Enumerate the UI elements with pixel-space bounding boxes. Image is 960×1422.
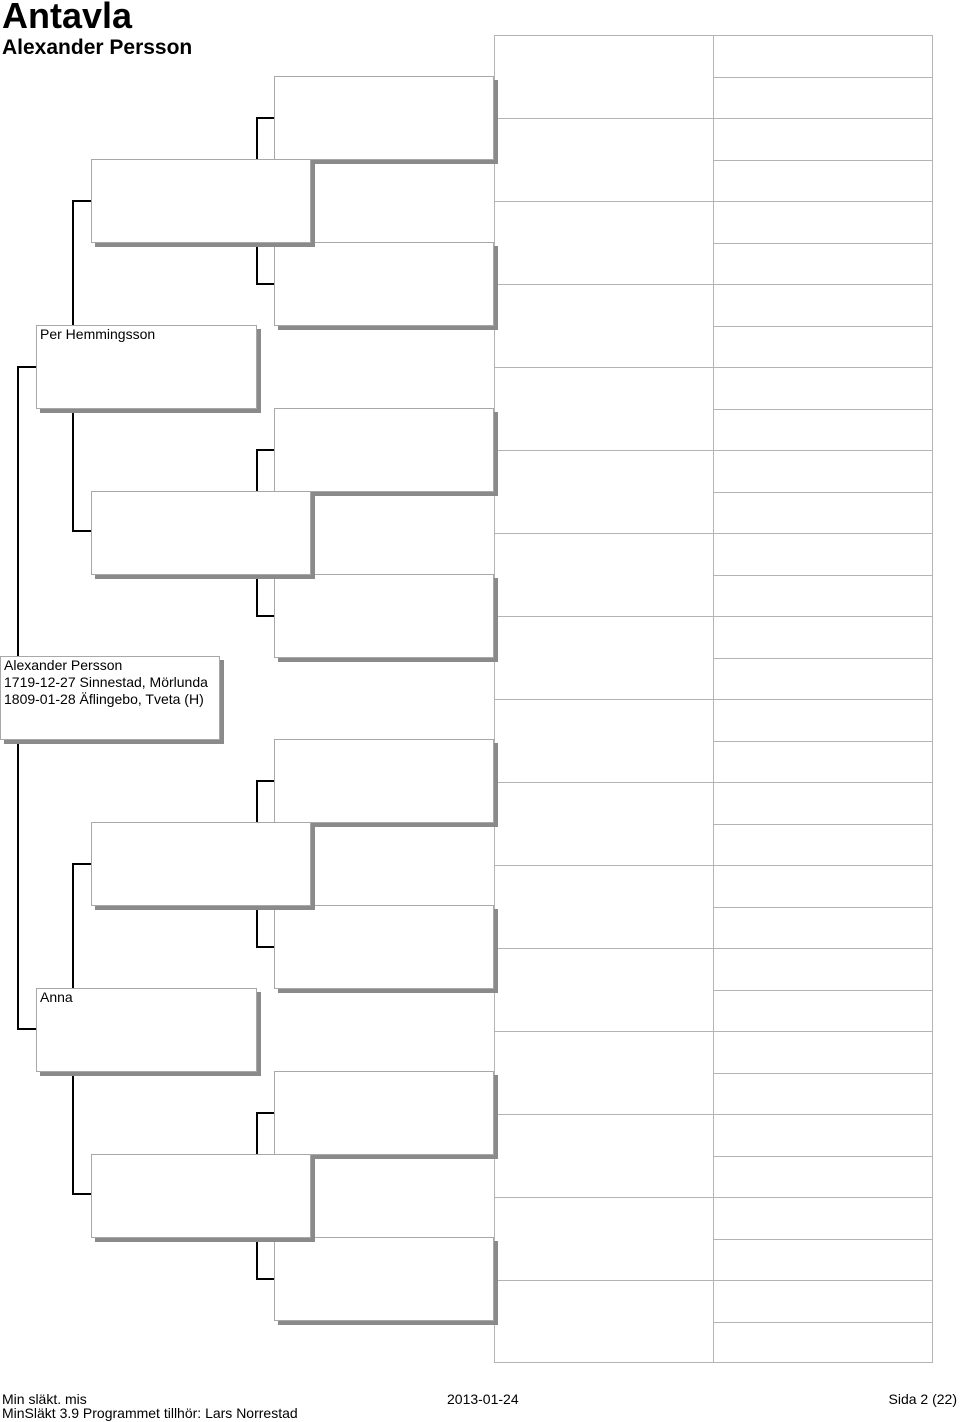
ancestor-cell[interactable]	[713, 533, 933, 576]
father-box[interactable]	[36, 325, 257, 409]
ancestor-cell[interactable]	[713, 326, 933, 369]
grandparent-box[interactable]	[91, 491, 311, 575]
ancestor-cell[interactable]	[494, 782, 714, 866]
father-name: Per Hemmingsson	[40, 326, 156, 342]
root-person-died: 1809-01-28 Äflingebo, Tveta (H)	[4, 691, 204, 707]
great-grandparent-box[interactable]	[274, 242, 494, 326]
ancestor-cell[interactable]	[713, 284, 933, 327]
ancestor-cell[interactable]	[494, 284, 714, 368]
ancestor-cell[interactable]	[713, 824, 933, 867]
ancestor-cell[interactable]	[494, 367, 714, 451]
footer-date: 2013-01-24	[447, 1391, 519, 1407]
mother-box[interactable]	[36, 988, 257, 1072]
ancestor-cell[interactable]	[713, 907, 933, 950]
great-grandparent-box[interactable]	[274, 1071, 494, 1155]
ancestor-cell[interactable]	[713, 367, 933, 410]
root-person-born: 1719-12-27 Sinnestad, Mörlunda	[4, 674, 208, 690]
great-grandparent-box[interactable]	[274, 574, 494, 658]
ancestor-cell[interactable]	[713, 990, 933, 1033]
ancestor-cell[interactable]	[713, 658, 933, 701]
ancestor-cell[interactable]	[713, 160, 933, 203]
ancestor-cell[interactable]	[713, 1197, 933, 1240]
ancestor-cell[interactable]	[713, 1280, 933, 1323]
great-grandparent-box[interactable]	[274, 1237, 494, 1321]
ancestor-cell[interactable]	[494, 1280, 714, 1363]
ancestor-cell[interactable]	[713, 492, 933, 535]
ancestor-cell[interactable]	[494, 616, 714, 700]
ancestor-cell[interactable]	[494, 948, 714, 1032]
grandparent-box[interactable]	[91, 1154, 311, 1238]
ancestor-cell[interactable]	[713, 699, 933, 742]
ancestor-cell[interactable]	[713, 575, 933, 618]
ancestor-cell[interactable]	[713, 782, 933, 825]
mother-name: Anna	[40, 989, 73, 1005]
ancestor-cell[interactable]	[713, 948, 933, 991]
ancestor-cell[interactable]	[713, 450, 933, 493]
ancestor-cell[interactable]	[713, 1322, 933, 1363]
ancestor-cell[interactable]	[494, 699, 714, 783]
great-grandparent-box[interactable]	[274, 905, 494, 989]
ancestor-cell[interactable]	[713, 1031, 933, 1074]
ancestor-cell[interactable]	[494, 865, 714, 949]
ancestor-cell[interactable]	[713, 865, 933, 908]
ancestor-cell[interactable]	[713, 1239, 933, 1282]
ancestor-cell[interactable]	[713, 616, 933, 659]
grandparent-box[interactable]	[91, 159, 311, 243]
ancestor-cell[interactable]	[713, 1114, 933, 1157]
great-grandparent-box[interactable]	[274, 76, 494, 160]
ancestor-cell[interactable]	[494, 450, 714, 534]
subject-name: Alexander Persson	[2, 36, 193, 59]
footer-page: Sida 2 (22)	[888, 1391, 957, 1407]
ancestor-cell[interactable]	[713, 118, 933, 161]
ancestor-cell[interactable]	[713, 243, 933, 286]
ancestor-cell[interactable]	[713, 1073, 933, 1116]
ancestor-cell[interactable]	[713, 35, 933, 78]
ancestor-cell[interactable]	[494, 1197, 714, 1281]
great-grandparent-box[interactable]	[274, 408, 494, 492]
ancestor-cell[interactable]	[494, 1031, 714, 1115]
ancestor-cell[interactable]	[494, 201, 714, 285]
footer-database: Min släkt. mis	[2, 1391, 87, 1407]
root-person-name: Alexander Persson	[4, 657, 123, 673]
grandparent-box[interactable]	[91, 822, 311, 906]
page-title: Antavla	[2, 0, 133, 36]
ancestor-cell[interactable]	[713, 409, 933, 452]
ancestor-cell[interactable]	[494, 533, 714, 617]
great-grandparent-box[interactable]	[274, 739, 494, 823]
root-person-box[interactable]	[0, 656, 220, 740]
footer-program: MinSläkt 3.9 Programmet tillhör: Lars Norrestad	[2, 1405, 298, 1421]
ancestor-cell[interactable]	[494, 118, 714, 202]
ancestor-cell[interactable]	[713, 1156, 933, 1199]
ancestor-cell[interactable]	[494, 35, 714, 119]
ancestor-cell[interactable]	[713, 77, 933, 120]
ancestor-cell[interactable]	[713, 741, 933, 784]
ancestor-cell[interactable]	[713, 201, 933, 244]
ancestor-cell[interactable]	[494, 1114, 714, 1198]
